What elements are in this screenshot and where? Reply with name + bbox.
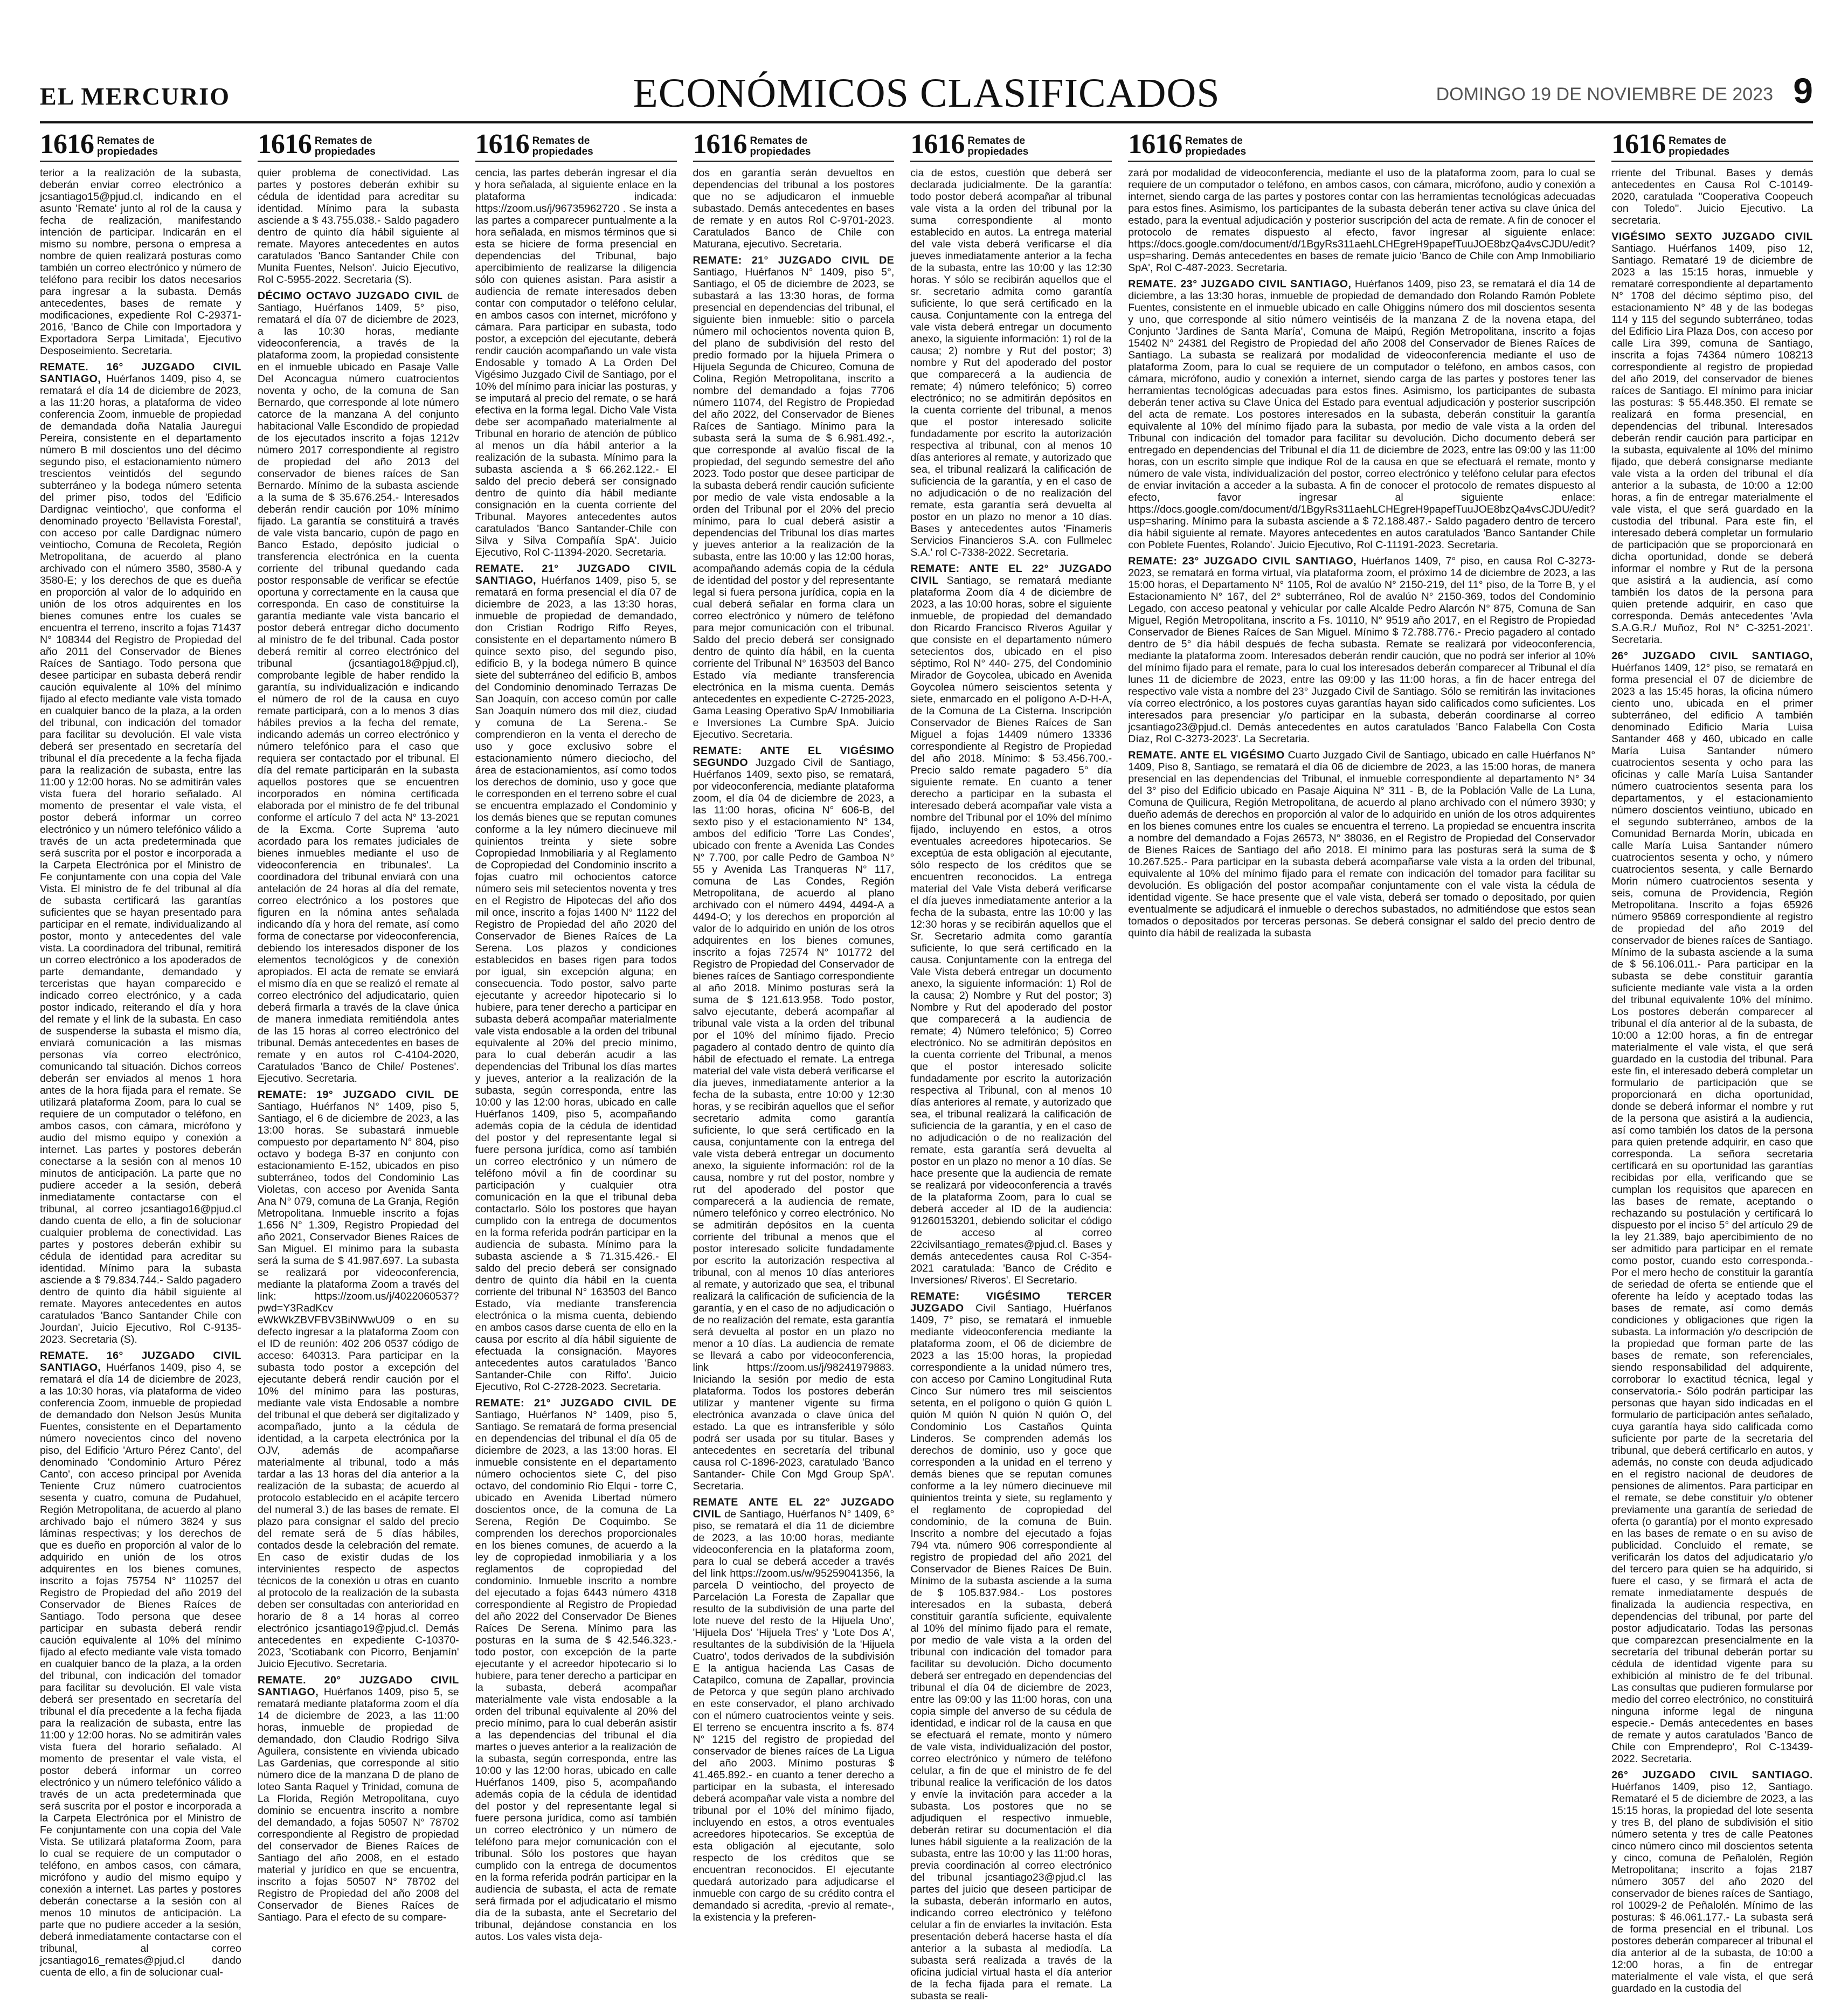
classification-code: 1616 (257, 129, 312, 160)
classifieds-columns (40, 127, 1813, 2002)
masthead-rule (40, 121, 1813, 123)
auction-notice (258, 290, 459, 1085)
notice-text: dos en garantía serán devueltos en dependencias del tribunal a los postores que no se adjudicaron el inmueble subastado. Demás antecedentes en bases de remate y en autos Rol C-9701-2023. Caratulados Banco de Chile con Maturana, ejecutivo. Secretaria. (693, 167, 895, 250)
column-body (910, 167, 1112, 2002)
notice-heading: DÉCIMO OCTAVO JUZGADO CIVIL (257, 290, 443, 302)
auction-notice (40, 1350, 241, 1978)
notice-text: Huérfanos 1409, 7° piso, en causa Rol C-3273-2023, se rematará en forma virtual, vía plataforma zoom, el próximo 14 de diciembre de 2023, a las 15:00 horas, el Departamento N° 1105, Rol de avalúo N° 2150-219, del 11° piso, de la Torre B, y el Estacionamiento N° 167, del 2° subterráneo, Rol de avalúo N° 2150-369, todos del Condominio Legado, con acceso peatonal y vehicular por calle Alcalde Pedro Alarcón N° 875, Comuna de San Miguel, Región Metropolitana, inscrito a Fs. 10110, N° 9519 año 2017, en el Registro de Propiedad Conservador de Bienes Raíces de San Miguel. Mínimo $ 72.788.776.- Precio pagadero al contado dentro de 5° día hábil después de fecha subasta. Remate se realizará por videoconferencia, mediante la plataforma zoom. Interesados deberán rendir caución, que no podrá ser inferior al 10% del mínimo fijado para el remate, para lo cual los interesados deberán comparecer al Tribunal el día lunes 11 de diciembre de 2023, entre las 09:00 y las 11:00 horas, a fin de hacer entrega del respectivo vale vista a nombre del 23° Juzgado Civil de Santiago. Sólo se remitirán las invitaciones vía correo electrónico, a los postores cuyas garantías hayan sido calificados como suficientes. Los interesados para presenciar y/o participar en la subasta, deberán coordinarse al correo jcsantiago23@pjud.cl. Demás antecedentes en autos caratulados 'Banco Falabella Con Costa Díaz, Rol C-3273-2023'. La Secretaria. (1128, 555, 1596, 745)
notice-text: Cuarto Juzgado Civil de Santiago, ubicado en calle Huérfanos N° 1409, Piso 8, Santiago, se rematará el día 06 de diciembre de 2023, a las 15:00 horas, de manera presencial en las dependencias del Tribunal, el inmueble correspondiente al departamento N° 34 del 3° piso del Edificio ubicado en Pasaje Aiquina N° 311 - B, de la Población Valle de La Luna, Comuna de Quilicura, Región Metropolitana, de acuerdo al plano archivado con el número 3930; y dueño además de derechos en proporción al valor de lo adquirido en unión de los otros adquirentes en los bienes comunes entre los cuales se encuentra el terreno. La propiedad se encuentra inscrita a nombre del demandado a Fojas 26573, N° 38036, en el Registro de Propiedad del Conservador de Bienes Raíces de Santiago del año 2018. El mínimo para las posturas será la suma de $ 10.267.525.- Para participar en la subasta deberá acompañarse vale vista a la orden del tribunal, equivalente al 10% del mínimo fijado para el remate con indicación del tomador para facilitar su devolución. Es obligación del postor acompañar conjuntamente con el vale vista la cédula de identidad vigente. Se hace presente que el vale vista, deberá ser tomado o depositado, por quien eventualmente se adjudicará el inmueble o derechos subastados, no admitiéndose que estos sean tomados o depositados por terceras personas. Se deberá consignar el saldo del precio dentro de quinto día hábil de realizada la subasta (1128, 749, 1596, 939)
section-title: ECONÓMICOS CLASIFICADOS (633, 71, 1220, 116)
notice-heading: REMATE. 20° JUZGADO CIVIL SANTIAGO, (257, 1674, 459, 1698)
notice-heading: REMATE. 16° JUZGADO CIVIL SANTIAGO, (40, 361, 241, 385)
column-body (475, 167, 677, 1943)
notice-text: Huérfanos 1409, piso 5, se rematará en forma presencial el día 07 de diciembre de 2023, a las 13:30 horas, inmueble de propiedad de demandado, don Cristian Rodrigo Riffo Reyes, consistente en el departamento número B quince sexto piso, del segundo piso, edificio B, y la bodega número B quince siete del subterráneo del edificio B, ambos del Condominio denominado Terrazas De San Joaquín, con acceso común por calle San Joaquín número dos mil diez, ciudad y comuna de La Serena.- Se comprendieron en la venta el derecho de uso y goce exclusivo sobre el estacionamiento número dieciocho, del área de estacionamientos, así como todos los derechos de dominio, uso y goce que le corresponden en el terreno sobre el cual se encuentra emplazado el Condominio y los demás bienes que se reputan comunes conforme a la ley número diecinueve mil quinientos treinta y siete sobre Copropiedad Inmobiliaria y al Reglamento de Copropiedad del Condominio inscrito a fojas cuatro mil ochocientos catorce número seis mil setecientos noventa y tres en el Registro de Hipotecas del año dos mil once, inscrito a fojas 1400 N° 1122 del Registro de Propiedad del año 2020 del Conservador de Bienes Raíces de La Serena. Los plazos y condiciones establecidos en bases rigen para todos por igual, sin excepción alguna; en consecuencia. Todo postor, salvo parte ejecutante y acreedor hipotecario si lo hubiere, para tener derecho a participar en subasta deberá acompañar materialmente vale vista endosable a la orden del tribunal equivalente al 20% del precio mínimo, para lo cual deberán acudir a las dependencias del Tribunal los días martes y jueves, anterior a la realización de la subasta, según corresponda, entre las 10:00 y las 12:00 horas, ubicado en calle Huérfanos 1409, piso 5, acompañando además copia de la cédula de identidad del postor y del representante legal si fuere persona jurídica, como así también un correo electrónico y un número de teléfono móvil a fin de coordinar su participación y cualquier otra comunicación en la que el tribunal deba contactarlo. Sólo los postores que hayan cumplido con la entrega de documentos en la forma referida podrán participar en la audiencia de subasta. Mínimo para la subasta asciende a $ 71.315.426.- El saldo del precio deberá ser consignado dentro de quinto día hábil en la cuenta corriente del tribunal N° 163503 del Banco Estado, vía mediante transferencia electrónica o la misma cuenta, debiendo en ambos casos darse cuenta de ello en la causa por escrito al día hábil siguiente de efectuada la consignación. Mayores antecedentes autos caratulados 'Banco Santander-Chile con Riffo'. Juicio Ejecutivo, Rol C-2728-2023. Secretaria. (475, 575, 677, 1393)
notice-text: Huérfanos 1409, piso 12, Santiago. Remataré el 5 de diciembre de 2023, a las 15:15 horas, la propiedad del lote sesenta y tres B, del plano de subdivisión el sitio número setenta y tres de calle Peatones cinco número cinco mil doscientos setenta y cinco, comuna de Peñalolén, Región Metropolitana; inscrito a fojas 2187 número 3057 del año 2020 del conservador de bienes raíces de Santiago, rol 10029-2 de Peñalolén. Mínimo de las posturas: $ 46.061.177.- La subasta será de forma presencial en el tribunal. Los postores deberán comparecer al tribunal el día anterior al de la subasta, de 10:00 a 12:00 horas, a fin de entregar materialmente el vale vista, el que será guardado en la custodia del (1611, 1781, 1813, 1994)
auction-notice (910, 563, 1112, 1286)
auction-notice (475, 1397, 677, 1943)
classification-label-line: Remates de (1669, 135, 1726, 147)
auction-notice (1128, 749, 1595, 939)
notice-text: terior a la realización de la subasta, deberán enviar correo electrónico a jcsantiago15@pjud.cl, indicando en el asunto 'Remate' junto al rol de la causa y fecha de realización, manifestando intención de participar. Indicarán en el mismo su nombre, persona o empresa a nombre de quien realizará posturas como también un correo electrónico y número de teléfono para recibir los datos necesarios para ingresar a la subasta. Demás antecedentes, bases de remate y modificaciones, expediente Rol C-29371-2016, 'Banco de Chile con Importadora y Exportadora Serpa Limitada', Ejecutivo Desposeimiento. Secretaria. (40, 167, 241, 357)
page-number: 9 (1793, 71, 1813, 111)
notice-text: de Santiago, Huérfanos N° 1409, 6° piso, se rematará el día 11 de diciembre de 2023, a las 10:00 horas, mediante videoconferencia en la plataforma zoom, para lo cual se deberá acceder a través del link https://zoom.us/w/95259041356, la parcela D veintiocho, del proyecto de Parcelación La Foresta de Zapallar que resulto de la subdivisión de una parte del lote nueve del resto de la Hijuela Uno', 'Hijuela Dos' 'Hijuela Tres' y 'Lote Dos A', resultantes de la subdivisión de la 'Hijuela Cuatro', todos derivados de la subdivisión E la antigua hacienda Las Casas de Catapilco, comuna de Zapallar, provincia de Petorca y que según plano archivado en este conservador, el plano archivado con el número cuatrocientos veinte y seis. El terreno se encuentra inscrito a fs. 874 N° 1215 del registro de propiedad del conservador de bienes raíces de La Ligua del año 2003. Mínimo posturas $ 41.465.892.- en cuanto a tener derecho a participar en la subasta, el interesado deberá acompañar vale vista a nombre del tribunal por el 10% del mínimo fijado, incluyendo en estos, a otros eventuales acreedores hipotecarios. Se exceptúa de esta obligación al ejecutante, solo respecto de los créditos que se encuentran reconocidos. El ejecutante quedará autorizado para adjudicarse el inmueble con cargo de su crédito contra el demandado si acredita, -previo al remate-, la existencia y la preferen- (693, 1508, 895, 1923)
column-body (693, 167, 895, 1923)
notice-text: Huérfanos 1409, piso 23, se rematará el día 14 de diciembre, a las 13:30 horas, inmueble de propiedad de demandado don Rolando Ramón Poblete Fuentes, consistente en el inmueble ubicado en calle Ohiggins número dos mil doscientos sesenta y uno, que corresponde al sitio número veintiséis de la manzana Z de la novena etapa, del Conjunto 'Jardines de Santa María', Comuna de Maipú, Región Metropolitana, inscrito a fojas 15402 N° 24381 del Registro de Propiedad del año 2008 del Conservador de Bienes Raíces de Santiago. La subasta se realizará por modalidad de videoconferencia mediante el uso de plataforma Zoom, para lo cual se requiere de un computador o teléfono, en ambos casos, con cámara, micrófono, audio y conexión a internet, siendo carga de las partes y postores tener las herramientas tecnológicas adecuadas para estos fines. Asimismo, los participantes de subasta deberán tener activa su Clave Única del Estado para eventual adjudicación y posterior suscripción del acta de remate. Los postores interesados en la subasta, deberán constituir la garantía equivalente al 10% del mínimo fijado para la subasta, por medio de vale vista a la orden del Tribunal con indicación del tomador para facilitar su devolución. Dicho documento deberá ser entregado en dependencias del Tribunal el día 11 de diciembre de 2023, entre las 09:00 y las 11:00 horas, con un escrito simple que indique Rol de la causa en que se efectuará el remate, monto y número de vale vista, individualización del postor, correo electrónico y teléfono celular para efectos de enviar invitación a acceder a la subasta. A fin de conocer el protocolo de remates dispuesto al efecto, favor ingresar al siguiente enlace: https://docs.google.com/document/d/1BgyRs311aehLCHEgreH9papefTuuJOE8bzQa4vsCJDU/edit?usp=sharing. Mínimo para la subasta asciende a $ 72.188.487.- Saldo pagadero dentro de tercero día hábil siguiente al remate. Mayores antecedentes en autos caratulados 'Banco Santander Chile con Poblete Fuentes, Rolando'. Juicio Ejecutivo, Rol C-11191-2023. Secretaria. (1128, 278, 1596, 551)
auction-notice (910, 1290, 1112, 2002)
classification-label (532, 136, 593, 157)
auction-notice (475, 563, 677, 1393)
notice-heading: 26° JUZGADO CIVIL SANTIAGO. (1611, 1769, 1813, 1781)
classification-label (97, 136, 158, 157)
classification-label-line: Remates de (1185, 135, 1243, 147)
column-header (693, 127, 895, 162)
auction-notice (40, 167, 241, 357)
notice-text: Juzgado Civil de Santiago, Huérfanos 1409, sexto piso, se rematará, por videoconferencia, mediante plataforma zoom, el día 04 de diciembre de 2023, a las 11:00 horas, oficina N° 606-B, del sexto piso y el estacionamiento N° 134, ambos del edificio 'Torre Las Condes', ubicado con frente a Avenida Las Condes N° 7.700, por calle Pedro de Gamboa N° 55 y Avenida Las Tranqueras N° 117, comuna de Las Condes, Región Metropolitana, de acuerdo al plano archivado con el número 4494, 4494-A a 4494-O; y los derechos en proporción al valor de lo adquirido en unión de los otros adquirentes en los bienes comunes, inscrito a fojas 72574 N° 101772 del Registro de Propiedad del Conservador de bienes raíces de Santiago correspondiente al año 2018. Mínimo posturas será la suma de $ 121.613.958. Todo postor, salvo ejecutante, deberá acompañar al tribunal vale vista a la orden del tribunal por el 10% del mínimo fijado. Precio pagadero al contado dentro de quinto día hábil de efectuado el remate. La entrega material del vale vista deberá verificarse el día jueves, inmediatamente anterior a la fecha de la subasta, entre 10:00 y 12:30 horas, y se recibirán aquellos que el señor secretario admita como garantía suficiente, lo que será certificado en la causa, conjuntamente con la entrega del vale vista deberá entregar un documento anexo, la siguiente información: rol de la causa, nombre y rut del postor, nombre y rut del apoderado del postor que comparecerá a la audiencia de remate, número telefónico y correo electrónico. No se admitirán depósitos en la cuenta corriente del tribunal a menos que el postor interesado solicite fundadamente por escrito la autorización respectiva al tribunal, con al menos 10 días anteriores al remate, y autorizado que sea, el tribunal realizará la calificación de suficiencia de la garantía, y en el caso de no adjudicación o de no realización del remate, esta garantía será devuelta al postor en un plazo no menor a 10 días. La audiencia de remate se llevará a cabo por videoconferencia, link https://zoom.us/j/98241979883. Iniciando la sesión por medio de esta plataforma. Todos los postores deberán utilizar y mantener vigente su firma electrónica avanzada o clave única del estado. La que es intransferible y sólo podrá ser usada por su titular. Bases y antecedentes en secretaría del tribunal causa rol C-1896-2023, caratulado 'Banco Santander- Chile Con Mgd Group SpA'. Secretaria. (693, 757, 895, 1492)
notice-text: de Santiago, Huérfanos 1409, 5° piso, rematará el día 07 de diciembre de 2023, a las 10:30 horas, mediante videoconferencia, a través de la plataforma zoom, la propiedad consistente en el inmueble ubicado en Pasaje Valle Del Aconcagua número cuatrocientos noventa y ocho, de la comuna de San Bernardo, que corresponde al lote número catorce de la manzana A del conjunto habitacional Valle Escondido de propiedad de los ejecutados inscrito a fojas 1212v número 2017 correspondiente al registro de propiedad del año 2013 del conservador de bienes raíces de San Bernardo. Mínimo de la subasta asciende a la suma de $ 35.676.254.- Interesados deberán rendir caución por 10% mínimo fijado. La garantía se constituirá a través de vale vista bancario, cupón de pago en Banco Estado, depósito judicial o transferencia electrónica en la cuenta corriente del tribunal quedando cada postor responsable de verificar se efectúe oportuna y correctamente en la causa que corresponda. En caso de constituirse la garantía mediante vale vista bancario el postor deberá entregar dicho documento al ministro de fe del tribunal. Cada postor deberá remitir al correo electrónico del tribunal (jcsantiago18@pjud.cl), comprobante legible de haber rendido la garantía, su individualización e indicando el número de rol de la causa en cuyo remate participará, con a lo menos 3 días hábiles previos a la fecha del remate, indicando además un correo electrónico y número telefónico para el caso que requiera ser contactado por el tribunal. El día del remate participarán en la subasta aquellos postores que se encuentren incorporados en nómina certificada elaborada por el ministro de fe del tribunal conforme el artículo 7 del acta N° 13-2021 de la Excma. Corte Suprema 'auto acordado para los remates judiciales de bienes inmuebles mediante el uso de videoconferencia en tribunales'. La coordinadora del tribunal enviará con una antelación de 24 horas al día del remate, correo electrónico a los postores que figuren en la nómina antes señalada indicando día y hora del remate, así como forma de conectarse por videoconferencia, debiendo los interesados disponer de los elementos tecnológicos y de conexión apropiados. El acta de remate se enviará el mismo día en que se realizó el remate al correo electrónico del adjudicatario, quien deberá firmarla a través de la clave única de manera inmediata remitiéndola antes de las 15 horas al correo electrónico del tribunal. Demás antecedentes en bases de remate y en autos rol C-4104-2020, Caratulados 'Banco de Chile/ Postenes'. Ejecutivo. Secretaria. (257, 290, 459, 1085)
newspaper-name: EL MERCURIO (40, 82, 230, 110)
classification-label (967, 136, 1028, 157)
column-body (258, 167, 459, 1923)
notice-heading: REMATE: 21° JUZGADO CIVIL DE (693, 254, 895, 266)
notice-text: cia de estos, cuestión que deberá ser declarada judicialmente. De la garantía: todo postor deberá acompañar al tribunal vale vista a la orden del tribunal por la suma correspondiente al monto establecido en autos. La entrega material del vale vista deberá verificarse el día jueves inmediatamente anterior a la fecha de la subasta, entre las 10:00 y las 12:30 horas. Y sólo se recibirán aquellos que el sr. secretario admita como garantía suficiente, lo que será certificado en la causa. Conjuntamente con la entrega del vale vista deberá entregar un documento anexo, la siguiente información: 1) rol de la causa; 2) nombre y Rut del postor; 3) nombre y Rut del apoderado del postor que comparecerá a la audiencia de remate; 4) número telefónico; 5) correo electrónico; no se admitirán depósitos en la cuenta corriente del tribunal, a menos que el postor interesado solicite fundadamente por escrito la autorización respectiva al tribunal, con al menos 10 días anteriores al remate, y autorizado que sea, el tribunal realizará la calificación de suficiencia de la garantía, y en el caso de no adjudicación o de no realización del remate, esta garantía será devuelta al postor en un plazo no menor a 10 días. Bases y antecedentes autos 'Finameris Servicios Financieros S.A. con Fullmelec S.A.' rol C-7338-2022. Secretaria. (910, 167, 1112, 558)
column-body (1611, 167, 1813, 1994)
classification-code: 1616 (1611, 129, 1666, 160)
notice-heading: REMATE. 16° JUZGADO CIVIL SANTIAGO, (40, 1350, 241, 1373)
auction-notice (258, 1089, 459, 1670)
auction-notice (40, 361, 241, 1345)
classification-label (750, 136, 811, 157)
masthead (40, 70, 1813, 119)
column-body (1128, 167, 1595, 939)
notice-text: zará por modalidad de videoconferencia, mediante el uso de la plataforma zoom, para lo cual se requiere de un computador o teléfono, en ambos casos, con cámara, micrófono, audio y conexión a internet, siendo carga de las partes y postores contar con las herramientas tecnológicas adecuadas para estos fines. Asimismo, los participantes de la subasta deberán tener activa su clave única del estado, para la eventual adjudicación y posterior suscripción del acta de remate. A fin de conocer el protocolo de remates dispuesto al efecto, favor ingresar al siguiente enlace: https://docs.google.com/document/d/1BgyRs311aehLCHEgreH9papefTuuJOE8bzQa4vsCJDU/edit?usp=sharing. Demás antecedentes en bases de remate juicio 'Banco de Chile con Amp Inmobiliario SpA', Rol C-487-2023. Secretaria. (1128, 167, 1596, 274)
notice-heading: REMATE: 21° JUZGADO CIVIL DE (475, 1397, 677, 1409)
notice-text: Santiago, Huérfanos N° 1409, piso 5, Santiago, el 6 de diciembre de 2023, a las 13:00 horas. Se subastará inmueble compuesto por departamento N° 804, piso octavo y bodega B-37 en conjunto con estacionamiento E-152, ubicados en piso subterráneo, todos del Condominio Las Violetas, con acceso por Avenida Santa Ana N° 079, comuna de La Granja, Región Metropolitana. Inmueble inscrito a fojas 1.656 N° 1.309, Registro Propiedad del año 2021, Conservador Bienes Raíces de San Miguel. El mínimo para la subasta será la suma de $ 41.987.697. La subasta se realizará por videoconferencia, mediante la plataforma Zoom a través del link: https://zoom.us/j/4022060537?pwd=Y3RadKcv eWkWkZBVFBV3BiNWwU09 o en su defecto ingresar a la plataforma Zoom con el ID de reunión: 402 206 0537 código de acceso: 640313. Para participar en la subasta todo postor a excepción del ejecutante deberá rendir caución por el 10% del mínimo para las posturas, mediante vale vista Endosable a nombre del tribunal el que deberá ser digitalizado y acompañado, junto a la cédula de identidad, a la carpeta electrónica por la OJV, además de acompañarse materialmente al tribunal, todo a más tardar a las 13 horas del día anterior a la realización de la subasta; de acuerdo al protocolo establecido en el acápite tercero del numeral 3.) de las bases de remate. El plazo para consignar el saldo del precio del remate será de 5 días hábiles, contados desde la celebración del remate. En caso de existir dudas de los intervinientes respecto de aspectos técnicos de la conexión u otras en cuanto al protocolo de la realización de la subasta deben ser consultadas con anterioridad en horario de 8 a 14 horas al correo electrónico jcsantiago19@pjud.cl. Demás antecedentes en expediente C-10370-2023, 'Scotiabank con Picorro, Benjamín' Juicio Ejecutivo. Secretaria. (257, 1101, 459, 1670)
notice-text: Santiago, Huérfanos N° 1409, piso 5°, Santiago, el 05 de diciembre de 2023, se subastará a las 13:30 horas, de forma presencial en dependencias del tribunal, el siguiente bien inmueble: sitio o parcela número mil ochocientos noventa quion B, del plano de subdivisión del resto del predio formado por la hijuela Primera o Hijuela Segunda de Chicureo, Comuna de Colina, Región Metropolitana, inscrito a nombre del demandado a fojas 7706 número 11074, del Registro de Propiedad del año 2022, del Conservador de Bienes Raíces de Santiago. Mínimo para la subasta será la suma de $ 6.981.492.-, que corresponde al avalúo fiscal de la propiedad, del segundo semestre del año 2023. Todo postor que desee participar de la subasta deberá rendir caución suficiente por medio de vale vista endosable a la orden del Tribunal por el 20% del precio mínimo, para lo cual deberá asistir a dependencias del Tribunal los días martes y jueves anterior a la realización de la subasta, entre las 10:00 y las 12:00 horas, acompañando además copia de la cédula de identidad del postor y del representante legal si fuera persona jurídica, copia en la cual deberá señalar en forma clara un correo electrónico y número de teléfono para mejor comunicación con el tribunal. Saldo del precio deberá ser consignado dentro de quinto día hábil, en la cuenta corriente del Tribunal N° 163503 del Banco Estado vía mediante transferencia electrónica en la misma cuenta. Demás antecedentes en expediente C-2725-2023, Gama Leasing Operativo SpA/ Inmobiliaria e Inversiones La Cumbre SpA. Juicio Ejecutivo. Secretaria. (693, 266, 895, 741)
auction-notice (693, 254, 895, 741)
notice-heading: REMATE. ANTE EL VIGÉSIMO (1128, 749, 1285, 761)
notice-heading: REMATE: ANTE EL 22° JUZGADO CIVIL (910, 563, 1112, 586)
auction-notice (693, 745, 895, 1492)
auction-notice (475, 167, 677, 558)
auction-notice (693, 167, 895, 250)
classified-column-7 (1611, 127, 1813, 1994)
column-header (258, 127, 459, 162)
notice-text: rriente del Tribunal. Bases y demás antecedentes en Causa Rol C-10149-2020, caratulada ''Cooperativa Coopeuch con Toledo''. Juicio Ejecutivo. La secretaria. (1611, 167, 1813, 226)
column-header (40, 127, 241, 162)
classification-label-line: Remates de (532, 135, 590, 147)
classification-label-line: Remates de (97, 135, 155, 147)
classified-column-6 (1128, 127, 1595, 1965)
classification-label-line: Remates de (967, 135, 1026, 147)
auction-notice (258, 1674, 459, 1923)
notice-text: Huérfanos 1409, piso 5, se rematará mediante plataforma zoom el día 14 de diciembre de 2023, a las 11:00 horas, inmueble de propiedad de demandado, don Claudio Rodrigo Silva Aguilera, consistente en vivienda ubicado Las Gardenias, que corresponde al sitio número dice de la manzana D de plano de loteo Santa Raquel y Trinidad, comuna de La Florida, Región Metropolitana, cuyo dominio se encuentra inscrito a nombre del demandado, a fojas 50507 N° 78702 correspondiente al Registro de propiedad del conservador de Bienes Raíces de Santiago del año 2008, en el estado material y jurídico en que se encuentra, inscrito a fojas 50507 N° 78702 del Registro de Propiedad del año 2008 del Conservador de Bienes Raíces de Santiago. Para el efecto de su compare- (257, 1686, 459, 1923)
notice-text: Huérfanos 1409, piso 4, se rematará el día 14 de diciembre de 2023, a las 10:30 horas, vía plataforma de video conferencia Zoom, inmueble de propiedad de demandado don Nelson Jesús Munita Fuentes, consistente en el Departamento número novecientos cinco del noveno piso, del Edificio 'Arturo Pérez Canto', del denominado 'Condominio Arturo Pérez Canto', con acceso principal por Avenida Teniente Cruz número cuatrocientos sesenta y cuatro, comuna de Pudahuel, Región Metropolitana, de acuerdo al plano archivado bajo el número 3824 y sus láminas respectivas; y los derechos de que es dueño en proporción al valor de lo adquirido en unión de los otros adquirentes en los bienes comunes, inscrito a fojas 75754 N° 110257 del Registro de Propiedad del año 2019 del Conservador de Bienes Raíces de Santiago. Todo persona que desee participar en subasta deberá rendir caución equivalente al 10% del mínimo fijado al efecto mediante vale vista tomado en cualquier banco de la plaza, a la orden del tribunal, con indicación del tomador para facilitar su devolución. El vale vista deberá ser presentado en secretaría del tribunal el día precedente a la fecha fijada para la realización de subasta, entre las 11:00 y 12:00 horas. No se admitirán vales vista fuera del horario señalado. Al momento de presentar el vale vista, el postor deberá informar un correo electrónico y un número telefónico válido a través de un acta predeterminada que será suscrita por el postor e incorporada a la Carpeta Electrónica por el Ministro de Fe conjuntamente con una copia del Vale Vista. Se utilizará plataforma Zoom, para lo cual se requiere de un computador o teléfono, en ambos casos, con cámara, micrófono y audio del mismo equipo y conexión a internet. Las partes y postores deberán conectarse a la sesión con al menos 10 minutos de anticipación. La parte que no pudiere acceder a la sesión, deberá inmediatamente contactarse con el tribunal, al correo jcsantiago16_remates@pjud.cl dando cuenta de ello, a fin de solucionar cual- (40, 1362, 241, 1978)
classification-code: 1616 (1128, 129, 1182, 160)
classification-label-line: propiedades (967, 146, 1029, 158)
classification-label-line: propiedades (1185, 146, 1247, 158)
notice-heading: REMATE: 23° JUZGADO CIVIL SANTIAGO, (1128, 555, 1357, 567)
notice-heading: 26° JUZGADO CIVIL SANTIAGO, (1611, 650, 1813, 662)
notice-text: Santiago, se rematará mediante plataforma Zoom día 4 de diciembre de 2023, a las 10:00 horas, sobre el siguiente inmueble, de propiedad del demandado don Ricardo Francisco Riveros Aguilar y que consiste en el departamento número setecientos dos, ubicado en el piso séptimo, Rol N° 440- 275, del Condominio Mirador de Goycolea, ubicado en Avenida Goycolea número seiscientos setenta y siete, enmarcado en el polígono A-D-H-A, de la Comuna de La Cisterna. Inscripción Conservador de Bienes Raíces de San Miguel a fojas 14409 número 13336 correspondiente al Registro de Propiedad del año 2018. Mínimo: $ 53.456.700.- Precio saldo remate pagadero 5° día siguiente remate. En cuanto a tener derecho a participar en la subasta el interesado deberá acompañar vale vista a nombre del Tribunal por el 10% del mínimo fijado, incluyendo en estos, a otros eventuales acreedores hipotecarios. Se exceptúa de esta obligación al ejecutante, sólo respecto de los créditos que se encuentren reconocidos. La entrega material del Vale Vista deberá verificarse el día jueves inmediatamente anterior a la fecha de la subasta, entre las 10:00 y las 12:30 horas y se recibirán aquellos que el Sr. Secretario admita como garantía suficiente, lo que será certificado en la causa. Conjuntamente con la entrega del Vale Vista deberá entregar un documento anexo, la siguiente información: 1) Rol de la causa; 2) Nombre y Rut del postor; 3) Nombre y Rut del apoderado del postor que comparecerá a la audiencia de remate; 4) Número telefónico; 5) Correo electrónico. No se admitirán depósitos en la cuenta corriente del Tribunal, a menos que el postor interesado solicite fundadamente por escrito la autorización respectiva al Tribunal, con al menos 10 días anteriores al remate, y autorizado que sea, el tribunal realizará la calificación de suficiencia de la garantía, y en el caso de no adjudicación o de no realización del remate, esta garantía será devuelta al postor en un plazo no menor a 10 días. Se hace presente que la audiencia de remate se realizará por videoconferencia a través de la plataforma Zoom, para lo cual se deberá acceder al ID de la audiencia: 91260153201, debiendo solicitar el código de acceso al correo 22civilsantiago_remates@pjud.cl. Bases y demás antecedentes causa Rol C-354-2021 caratulada: 'Banco de Crédito e Inversiones/ Riveros'. El Secretario. (910, 575, 1112, 1286)
classified-column-1 (40, 127, 241, 1978)
auction-notice (1611, 231, 1813, 646)
notice-text: Huérfanos 1409, 12° piso, se rematará en forma presencial el 07 de diciembre de 2023 a las 15:45 horas, la oficina número ciento uno, ubicada en el primer subterráneo, del edificio A también denominado Edificio María Luisa Santander 468 y 460, ubicado en calle María Luisa Santander número cuatrocientos sesenta y ocho para las oficinas y calle María Luisa Santander número cuatrocientos sesenta para los departamentos, y el estacionamiento número doscientos veintiuno, ubicado en el segundo subterráneo, ambos de la Comunidad Bernarda Morín, ubicada en calle María Luisa Santander número cuatrocientos sesenta y ocho, y número cuatrocientos sesenta, y calle Bernardo Morin número cuatrocientos sesenta y seis, comuna de Providencia, Región Metropolitana. Inscrito a fojas 65926 número 95869 correspondiente al registro de propiedad del año 2019 del conservador de bienes raíces de Santiago. Mínimo de la subasta asciende a la suma de $ 56.106.011.- Para participar en la subasta se debe constituir garantía suficiente mediante vale vista a la orden del tribunal equivalente 10% del mínimo. Los postores deberán comparecer al tribunal el día anterior al de la subasta, de 10:00 a 12:00 horas, a fin de entregar materialmente el vale vista, el que será guardado en la custodia del tribunal. Para este fin, el interesado deberá completar un formulario de participación que se proporcionará en dicha oportunidad, donde se deberá informar el nombre y rut de la persona que asistirá a la audiencia, así como también los datos de la persona para quien pretende adquirir, en caso que corresponda. La señora secretaria certificará en su oportunidad las garantías recibidas por ella, verificando que se cumplan los requisitos que aparecen en las bases de remate, aceptando o rechazando su postulación y certificará lo dispuesto por el inciso 5° del artículo 29 de la ley 21.389, bajo apercibimiento de no ser admitido para participar en el remate como postor, cuando esto corresponda.- Por el mero hecho de constituir la garantía de seriedad de oferta se entiende que el oferente ha leído y aceptado todas las bases de remate, así como demás condiciones y obligaciones que rigen la subasta. La información y/o descripción de la propiedad que forman parte de las bases de remate, son referenciales, siendo responsabilidad del adquirente, corroborar lo exactitud técnica, legal y conservatoria.- Sólo podrán participar las personas que hayan sido indicadas en el formulario de participación antes señalado, cuya garantía haya sido calificada como suficiente por parte de la secretaria del tribunal, que deberá certificarlo en autos, y además, no conste con deuda adjudicado en el registro nacional de deudores de pensiones de alimentos. Para participar en el remate, se debe constituir y/o obtener previamente una garantía de seriedad de oferta (o garantía) por el monto expresado en las bases de remate o en su aviso de publicidad. Concluido el remate, se verificarán los datos del adjudicatario y/o del tercero para quien se ha adquirido, si fuere el caso, y se firmará el acta de remate inmediatamente después de finalizada la audiencia respectiva, en dependencias del tribunal, por parte del postor adjudicatario. Todas las personas que comparezcan presencialmente en la secretaría del tribunal deberán portar su cédula de identidad vigente para su exhibición al ministro de fe del tribunal. Las consultas que pudieren formularse por medio del correo electrónico, no constituirá ninguna informe legal de ninguna especie.- Demás antecedentes en bases de remate y autos caratulados 'Banco de Chile con Emprendepro', Rol C-13439-2022. Secretaria. (1611, 662, 1813, 1765)
classification-label (1185, 136, 1246, 157)
classification-label-line: propiedades (1669, 146, 1730, 158)
classified-column-2 (258, 127, 459, 1965)
column-header (1128, 127, 1595, 162)
auction-notice (910, 167, 1112, 558)
classification-label-line: Remates de (314, 135, 372, 147)
auction-notice (1128, 278, 1595, 551)
notice-text: Santiago. Huérfanos 1409, piso 12, Santiago. Remataré 19 de diciembre de 2023 a las 15:15 horas, inmueble y remataré correspondiente al departamento N° 1708 del décimo séptimo piso, del estacionamiento N° 48 y de las bodegas 114 y 115 del segundo subterráneo, todas del Edificio Lira Plaza Dos, con acceso por calle Lira 399, comuna de Santiago, inscrita a fojas 74364 número 108213 correspondiente al registro de propiedad del año 2019, del conservador de bienes raíces de Santiago. El mínimo para iniciar las posturas: $ 55.448.350. El remate se realizará en forma presencial, en dependencias del tribunal. Interesados deberán rendir caución para participar en la subasta, equivalente al 10% del mínimo fijado, que deberá consignarse mediante vale vista a la orden del tribunal el día anterior a la subasta, de 10:00 a 12:00 horas, a fin de entregar materialmente el vale vista, el que será guardado en la custodia del tribunal. Para este fin, el interesado deberá completar un formulario de participación que se proporcionará en dicha oportunidad, donde se deberá informar el nombre y Rut de la persona que asistirá a la audiencia, así como también los datos de la persona para quien pretende adquirir, en caso que corresponda. Demás antecedentes 'Avla S.A.G.R./ Muñoz, Rol N° C-3251-2021'. Secretaria. (1611, 243, 1813, 646)
column-header (1611, 127, 1813, 162)
notice-heading: REMATE: 19° JUZGADO CIVIL DE (257, 1089, 459, 1101)
notice-heading: REMATE: ANTE EL VIGÉSIMO SEGUNDO (693, 745, 895, 769)
notice-heading: REMATE. 23° JUZGADO CIVIL SANTIAGO, (1128, 278, 1352, 290)
classified-column-5 (910, 127, 1112, 2002)
classification-code: 1616 (475, 129, 529, 160)
classification-label-line: Remates de (750, 135, 808, 147)
classification-code: 1616 (910, 129, 965, 160)
notice-text: Civil Santiago, Huérfanos 1409, 7° piso, se rematará el inmueble mediante videoconferencia mediante la plataforma zoom, el 06 de diciembre de 2023 a las 15:00 horas, la propiedad correspondiente a la unidad número tres, con acceso por Camino Longitudinal Ruta Cinco Sur número tres mil seiscientos setenta, en el polígono o quión G quión L quión M quión N quión N quión O, del Condominio Los Castaños Quinta Linderos. Se comprenden además los derechos de dominio, uso y goce que corresponden a la unidad en el terreno y demás bienes que se reputan comunes conforme a la ley número diecinueve mil quinientos treinta y siete, su reglamento y el reglamento de copropiedad del condominio, de la comuna de Buin. Inscrito a nombre del ejecutado a fojas 794 vta. número 906 correspondiente al registro de propiedad del año 2021 del Conservador de Bienes Raíces De Buin. Mínimo de la subasta asciende a la suma de $ 105.837.984.- Los postores interesados en la subasta, deberá constituir garantía suficiente, equivalente al 10% del mínimo fijado para el remate, por medio de vale vista a la orden del tribunal con indicación del tomador para facilitar su devolución. Dicho documento deberá ser entregado en dependencias del tribunal el día 04 de diciembre de 2023, entre las 09:00 y las 11:00 horas, con una copia simple del anverso de su cédula de identidad, e indicar rol de la causa en que se efectuará el remate, monto y número de vale vista, individualización del postor, correo electrónico y número de teléfono celular, a fin de que el ministro de fe del tribunal realice la verificación de los datos y envíe la invitación para acceder a la subasta. Los postores que no se adjudiquen el respectivo inmueble, deberán retirar su documentación el día lunes hábil siguiente a la realización de la subasta, entre las 10:00 y las 11:00 horas, previa coordinación al correo electrónico del tribunal jcsantiago23@pjud.cl las partes del juicio que deseen participar de la subasta, deberán informarlo en autos, indicando correo electrónico y teléfono celular a fin de enviarles la invitación. Esta presentación deberá hacerse hasta el día anterior a la subasta al mediodía. La subasta será realizada a través de la oficina judicial virtual hasta el día anterior de la fecha fijada para el remate. La subasta se reali- (910, 1302, 1112, 2002)
auction-notice (258, 167, 459, 286)
auction-notice (693, 1496, 895, 1923)
notice-heading: REMATE. 21° JUZGADO CIVIL SANTIAGO, (475, 563, 677, 586)
auction-notice (1611, 1769, 1813, 1994)
classification-label-line: propiedades (97, 146, 158, 158)
auction-notice (1128, 167, 1595, 274)
classification-code: 1616 (693, 129, 747, 160)
notice-heading: REMATE ANTE EL 22° JUZGADO CIVIL (693, 1496, 895, 1520)
classification-code: 1616 (40, 129, 94, 160)
column-body (40, 167, 241, 1978)
column-header (910, 127, 1112, 162)
notice-text: Santiago, Huérfanos N° 1409, piso 5, Santiago. Se rematará de forma presencial en dependencias del tribunal el día 05 de diciembre de 2023, a las 13:00 horas. El inmueble consistente en el departamento número ochocientos siete C, del piso octavo, del condominio Rio Elqui - torre C, ubicado en Avenida Libertad número doscientos once, de la comuna de La Serena, Región De Coquimbo. Se comprenden los derechos proporcionales en los bienes comunes, de acuerdo a la ley de copropiedad inmobiliaria y a los reglamentos de copropiedad del condominio. Inmueble inscrito a nombre del ejecutado a fojas 6443 número 4318 correspondiente al Registro de Propiedad del año 2022 del Conservador De Bienes Raíces De Serena. Mínimo para las posturas en la suma de $ 42.546.323.- todo postor, con excepción de la parte ejecutante y el acreedor hipotecario si lo hubiere, para tener derecho a participar en la subasta, deberá acompañar materialmente vale vista endosable a la orden del tribunal equivalente al 20% del precio mínimo, para lo cual deberán asistir a las dependencias del tribunal el día martes o jueves anterior a la realización de la subasta, según corresponda, entre las 10:00 y las 12:00 horas, ubicado en calle Huérfanos 1409, piso 5, acompañando además copia de la cédula de identidad del postor y del representante legal si fuere persona jurídica, como así también un correo electrónico y un número de teléfono para mejor comunicación con el tribunal. Sólo los postores que hayan cumplido con la entrega de documentos en la forma referida podrán participar en la audiencia de subasta, el acta de remate será firmada por el adjudicatario el mismo día de la subasta, ante el Secretario del tribunal, dejándose constancia en los autos. Los vales vista deja- (475, 1409, 677, 1943)
notice-text: cencia, las partes deberán ingresar el día y hora señalada, al siguiente enlace en la plataforma indicada: https://zoom.us/j/96735962720 . Se insta a las partes a comparecer puntualmente a la hora señalada, en mismos términos que si esta se hiciere de forma presencial en dependencias del Tribunal, bajo apercibimiento de realizarse la diligencia sólo con quienes asistan. Para asistir a audiencia de remate interesados deben contar con computador o teléfono celular, en ambos casos con internet, micrófono y cámara. Para participar en subasta, todo postor, a excepción del ejecutante, deberá rendir caución acompañando un vale vista Endosable y tomado A La Orden Del Vigésimo Juzgado Civil de Santiago, por el 10% del mínimo para iniciar las posturas, y se imputará al precio del remate, o se hará efectiva en la forma legal. Dicho Vale Vista debe ser acompañado materialmente al Tribunal en horario de atención de público al menos un día hábil anterior a la realización de la subasta. Mínimo para la subasta ascienda a $ 66.262.122.- El saldo del precio deberá ser consignado dentro de quinto día hábil mediante consignación en la cuenta corriente del Tribunal. Mayores antecedentes autos caratulados 'Banco Santander-Chile con Silva y Silva Compañía SpA'. Juicio Ejecutivo, Rol C-11394-2020. Secretaria. (475, 167, 677, 558)
classification-label-line: propiedades (532, 146, 593, 158)
notice-text: quier problema de conectividad. Las partes y postores deberán exhibir su cédula de identidad para acreditar su identidad. Mínimo para la subasta asciende a $ 43.755.038.- Saldo pagadero dentro de quinto día hábil siguiente al remate. Mayores antecedentes en autos caratulados 'Banco Santander Chile con Munita Fuentes, Nelson'. Juicio Ejecutivo, Rol C-5955-2022. Secretaria (S). (257, 167, 459, 286)
classified-column-3 (475, 127, 677, 1965)
notice-heading: VIGÉSIMO SEXTO JUZGADO CIVIL (1611, 231, 1813, 243)
classification-label-line: propiedades (750, 146, 811, 158)
classification-label (315, 136, 376, 157)
classification-label-line: propiedades (314, 146, 376, 158)
column-header (475, 127, 677, 162)
auction-notice (1611, 650, 1813, 1765)
notice-text: Huérfanos 1409, piso 4, se rematará el día 14 de diciembre de 2023, a las 11:20 horas, a plataforma de video conferencia Zoom, inmueble de propiedad de demandada doña Natalia Jauregui Pereira, consistente en el departamento número B mil doscientos uno del décimo segundo piso, el estacionamiento número trescientos veintidós del segundo subterráneo y la bodega número setenta del primer piso, todos del 'Edificio Dardignac veintiocho', que conforma el denominado proyecto 'Bellavista Forestal', con acceso por calle Dardignac número veintiocho, Comuna de Recoleta, Región Metropolitana, de acuerdo al plano archivado con el número 3580, 3580-A y 3580-E; y los derechos de que es dueña en proporción al valor de lo adquirido en unión de los otros adquirentes en los bienes comunes entre los cuales se encuentra el terreno, inscrito a fojas 71437 N° 108344 del Registro de Propiedad del año 2011 del Conservador de Bienes Raíces de Santiago. Todo persona que desee participar en subasta deberá rendir caución equivalente al 10% del mínimo fijado al efecto mediante vale vista tomado en cualquier banco de la plaza, a la orden del tribunal, con indicación del tomador para facilitar su devolución. El vale vista deberá ser presentado en secretaría del tribunal el día precedente a la fecha fijada para la realización de subasta, entre las 11:00 y 12:00 horas. No se admitirán vales vista fuera del horario señalado. Al momento de presentar el vale vista, el postor deberá informar un correo electrónico y un número telefónico válido a través de un acta predeterminada que será suscrita por el postor e incorporada a la Carpeta Electrónica por el Ministro de Fe conjuntamente con una copia del Vale Vista. El ministro de fe del tribunal al día de subasta certificará las garantías suficientes que se hayan presentado para participar en el remate, individualizando al postor, monto y antecedentes del vale vista. La coordinadora del tribunal, remitirá un correo electrónico a los apoderados de parte demandante, demandado y terceristas que hayan comparecido e indicado correo electrónico, y a cada postor indicado, reiterando el día y hora del remate y el link de la subasta. En caso de suspenderse la subasta el mismo día, enviará comunicación a las mismas personas vía correo electrónico, comunicando tal situación. Dichos correos deberán ser enviados al menos 1 hora antes de la hora fijada para el remate. Se utilizará plataforma Zoom, para lo cual se requiere de un computador o teléfono, en ambos casos, con cámara, micrófono y audio del mismo equipo y conexión a internet. Las partes y postores deberán conectarse a la sesión con al menos 10 minutos de anticipación. La parte que no pudiere acceder a la sesión, deberá inmediatamente contactarse con el tribunal, al correo jcsantiago16@pjud.cl dando cuenta de ello, a fin de solucionar cualquier problema de conectividad. Las partes y postores deberán exhibir su cédula de identidad para acreditar su identidad. Mínimo para la subasta asciende a $ 79.834.744.- Saldo pagadero dentro de quinto día hábil siguiente al remate. Mayores antecedentes en autos caratulados 'Banco Santander Chile con Jourdan', Juicio Ejecutivo, Rol C-9135-2023. Secretaria (S). (40, 373, 241, 1345)
notice-heading: REMATE: VIGÉSIMO TERCER JUZGADO (910, 1290, 1112, 1314)
classified-column-4 (693, 127, 895, 1965)
auction-notice (1128, 555, 1595, 745)
issue-date: DOMINGO 19 DE NOVIEMBRE DE 2023 (1436, 84, 1773, 105)
classification-label (1669, 136, 1729, 157)
auction-notice (1611, 167, 1813, 226)
